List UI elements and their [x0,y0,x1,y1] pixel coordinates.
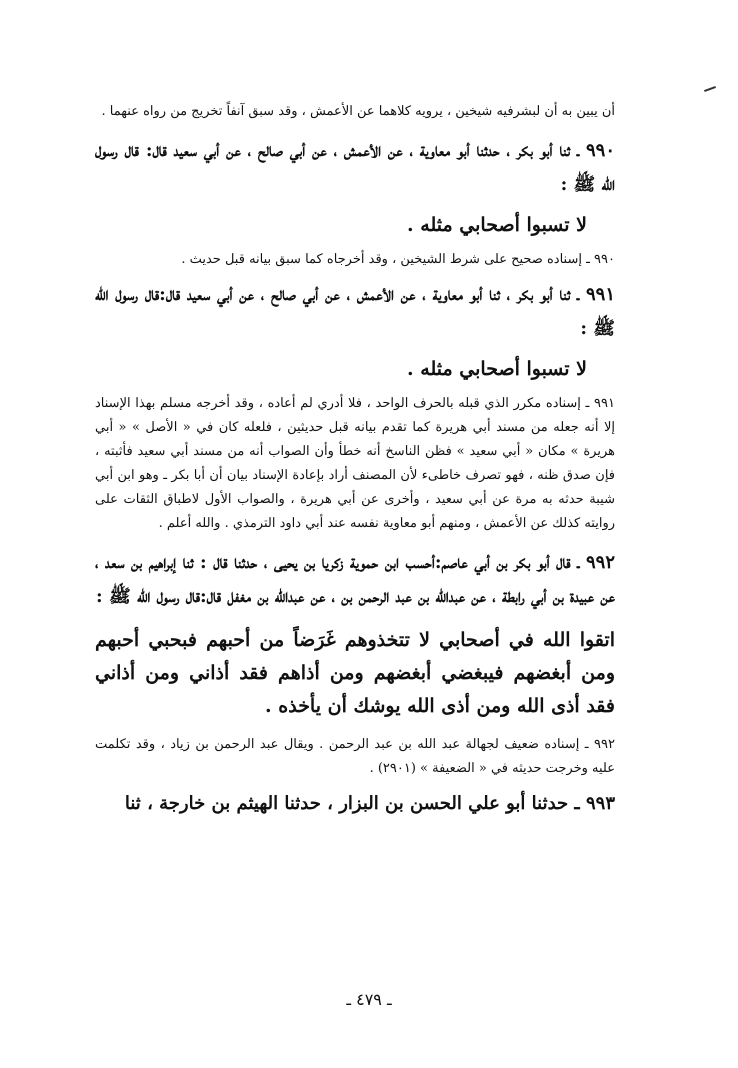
hadith-991-matn: لا تسبوا أصحابي مثله . [407,358,587,380]
hadith-992-footnote: ٩٩٢ ـ إسناده ضعيف لجهالة عبد الله بن عبد الرحمن . ويقال عبد الرحمن بن زياد ، وقد تكلمت عليه وخرجت حديثه في « الضعيفة » (٢٩٠١) . [95,737,615,776]
hadith-993-isnad: ٩٩٣ ـ حدثنا أبو علي الحسن بن البزار ، حدثنا الهيثم بن خارجة ، ثنا [124,793,615,814]
hadith-990-matn: لا تسبوا أصحابي مثله . [407,214,587,236]
note-paragraph: أن يبين به أن لبشرفيه شيخين ، يرويه كلاهما عن الأعمش ، وقد سبق آنفاً تخريج من رواه عنهما . [101,104,615,119]
hadith-990-isnad: ٩٩٠ ـ ثنا أبو بكر ، حدثنا أبو معاوية ، عن الأعمش ، عن أبي صالح ، عن أبي سعيد قال: قال رسول الله ﷺ : [95,140,615,195]
page-body [95,100,615,821]
hadith-992-matn: اتقوا الله في أصحابي لا تتخذوهم غَرَضاً من أحبهم فبحبي أحبهم ومن أبغضهم فيبغضي أبغضهم ومن أذاهم فقد أذاني ومن أذاني فقد أذى الله ومن أذى الله يوشك أن يأخذه . [95,629,615,717]
page-number: ـ ٤٧٩ ـ [346,990,392,1009]
corner-mark [704,86,716,92]
hadith-990-footnote: ٩٩٠ ـ إسناده صحيح على شرط الشيخين ، وقد أخرجاه كما سبق بيانه قبل حديث . [181,252,615,267]
hadith-991-isnad: ٩٩١ ـ ثنا أبو بكر ، ثنا أبو معاوية ، عن الأعمش ، عن أبي صالح ، عن أبي سعيد قال:قال رسول الله ﷺ : [95,284,615,339]
hadith-991-footnote: ٩٩١ ـ إسناده مكرر الذي قبله بالحرف الواحد ، فلا أدري لم أعاده ، وقد أخرجه مسلم بهذا الإسناد إلا أنه جعله من مسند أبي هريرة كما تقدم بيانه قبل حديثين ، فلعله كان في « الأصل » « أبي هريرة » مكان « أبي سعيد » فظن الناسخ أنه خطأ وأن الصواب أنه من مسند أبي سعيد فأثبته ، فإن صدق ظنه ، فهو تصرف خاطىء لأن المصنف أراد بإعادة الإسناد بيان أن أبا بكر ـ وهو ابن أبي شيبة حدثه به مرة عن أبي سعيد ، وأخرى عن أبي هريرة ، والصواب الأول لاطباق الثقات على روايته كذلك عن الأعمش ، ومنهم أبو معاوية نفسه عند أبي داود الترمذي . والله أعلم . [95,396,615,531]
hadith-992-isnad: ٩٩٢ ـ قال أبو بكر بن أبي عاصم:أحسب ابن حموية زكريا بن يحيى ، حدثنا قال : ثنا إبراهيم بن سعد ، عن عبيدة بن أبي رابطة ، عن عبدالله بن عبد الرحمن بن ، عن عبدالله بن مغفل قال:قال رسول الله ﷺ : [95,552,615,607]
